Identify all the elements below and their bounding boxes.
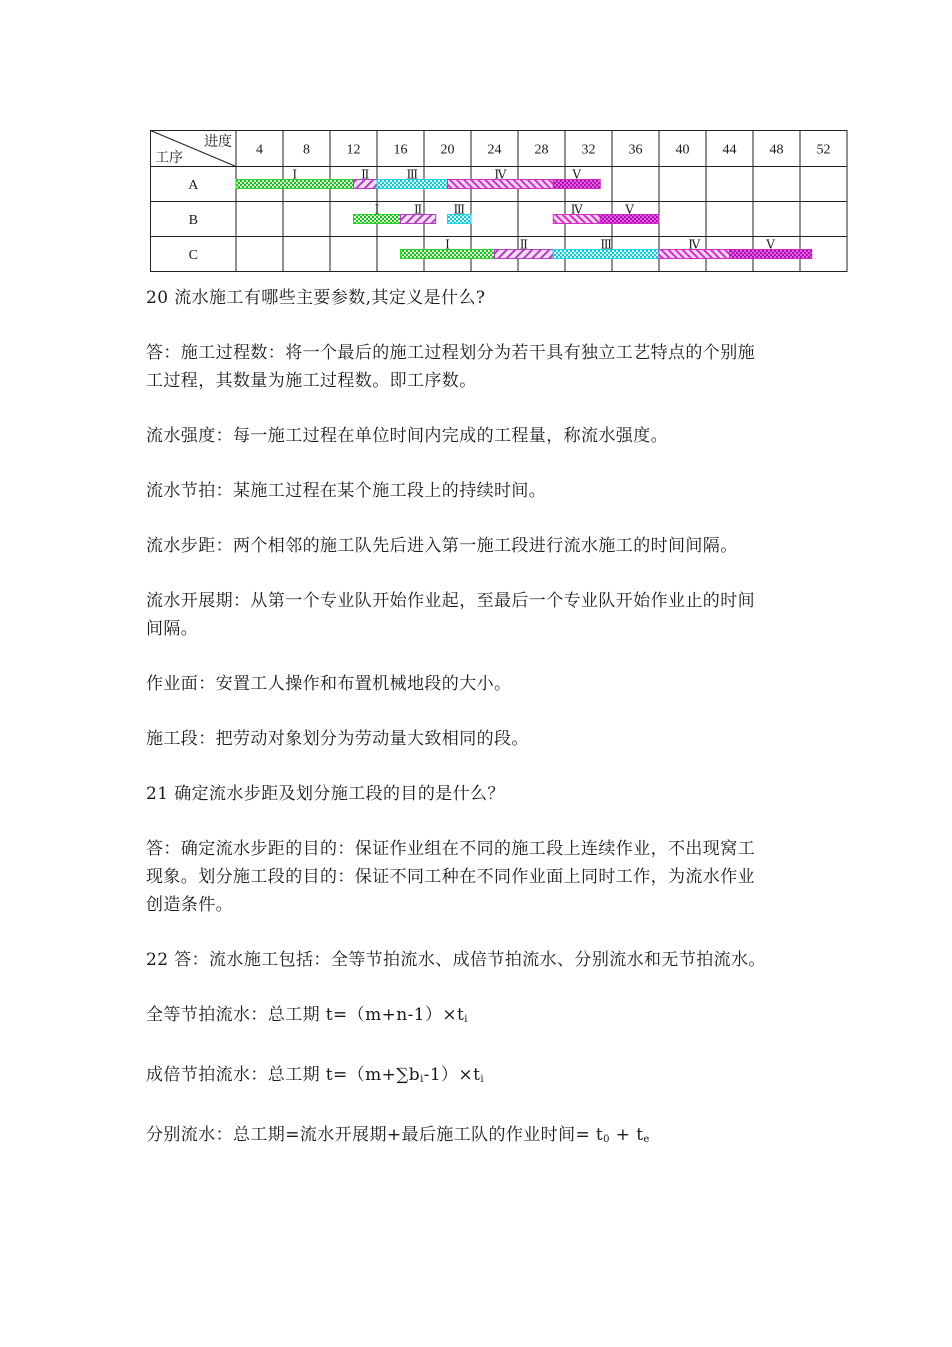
period-header: 12 [346, 142, 361, 158]
gantt-chart [0, 0, 952, 280]
stage-label: Ⅰ [292, 167, 298, 182]
period-header: 4 [256, 142, 263, 158]
corner-label-process: 工序 [155, 151, 183, 166]
answer-21-line2: 现象。划分施工段的目的：保证不同工种在不同作业面上同时工作，为流水作业 [146, 867, 755, 887]
stage-label: Ⅴ [766, 237, 775, 252]
period-header: 36 [628, 142, 643, 158]
corner-label-progress: 进度 [204, 135, 232, 150]
stage-label: Ⅱ [361, 167, 370, 182]
stage-label: Ⅲ [600, 237, 612, 252]
stage-label: Ⅱ [414, 202, 423, 217]
answer-20-step: 流水步距：两个相邻的施工队先后进入第一施工段进行流水施工的时间间隔。 [146, 536, 738, 556]
stage-label: Ⅳ [570, 202, 583, 217]
period-header: 44 [722, 142, 737, 158]
question-20: 20 流水施工有哪些主要参数,其定义是什么? [146, 288, 486, 308]
stage-label: Ⅳ [688, 237, 701, 252]
period-header: 48 [769, 142, 784, 158]
document-body [146, 284, 826, 1154]
stage-label: Ⅰ [374, 202, 380, 217]
answer-20-intensity: 流水强度：每一施工过程在单位时间内完成的工程量，称流水强度。 [146, 426, 668, 446]
process-label: C [188, 248, 198, 263]
answer-22: 22 答：流水施工包括：全等节拍流水、成倍节拍流水、分别流水和无节拍流水。 [146, 950, 766, 970]
answer-20-beat: 流水节拍：某施工过程在某个施工段上的持续时间。 [146, 481, 547, 501]
answer-20-spread-period-cont: 间隔。 [146, 619, 199, 639]
answer-20-process-count: 答：施工过程数：将一个最后的施工过程划分为若干具有独立工艺特点的个别施 [146, 343, 755, 363]
formula-equal-beat: 全等节拍流水：总工期 $t=(m+n-1)\times t_i$ [146, 1005, 468, 1025]
process-label: A [188, 178, 199, 193]
period-header: 20 [440, 142, 455, 158]
answer-20-process-count-cont: 工过程，其数量为施工过程数。即工序数。 [146, 371, 477, 391]
question-21: 21 确定流水步距及划分施工段的目的是什么？ [146, 784, 505, 804]
stage-label: Ⅰ [445, 237, 450, 252]
stage-label: Ⅱ [519, 237, 528, 252]
stage-label: Ⅲ [453, 202, 466, 217]
process-label: B [188, 213, 198, 228]
stage-label: Ⅴ [625, 202, 634, 217]
stage-label: Ⅲ [406, 167, 419, 182]
stage-label: Ⅴ [572, 167, 582, 182]
period-header: 52 [816, 142, 831, 158]
answer-20-work-surface: 作业面：安置工人操作和布置机械地段的大小。 [146, 674, 512, 694]
period-header: 32 [581, 142, 596, 158]
period-header: 28 [534, 142, 549, 158]
stage-label: Ⅳ [494, 167, 507, 182]
answer-21-line1: 答：确定流水步距的目的：保证作业组在不同的施工段上连续作业，不出现窝工 [146, 839, 755, 859]
answer-20-section: 施工段：把劳动对象划分为劳动量大致相同的段。 [146, 729, 529, 749]
table-labels [155, 133, 831, 263]
answer-21-line3: 创造条件。 [146, 895, 233, 915]
answer-20-spread-period: 流水开展期：从第一个专业队开始作业起，至最后一个专业队开始作业止的时间 [146, 591, 755, 611]
formula-separate-flow: 分别流水：总工期=流水开展期+最后施工队的作业时间= $t_0 + t_e$ [146, 1125, 650, 1145]
period-header: 8 [303, 142, 310, 158]
period-header: 40 [675, 142, 690, 158]
progress-schedule-table [0, 0, 952, 280]
period-header: 24 [487, 142, 502, 158]
period-header: 16 [393, 142, 408, 158]
formula-multiple-beat: 成倍节拍流水：总工期 $t=(m+\sum b_i-1)\times t_i$ [146, 1065, 484, 1085]
